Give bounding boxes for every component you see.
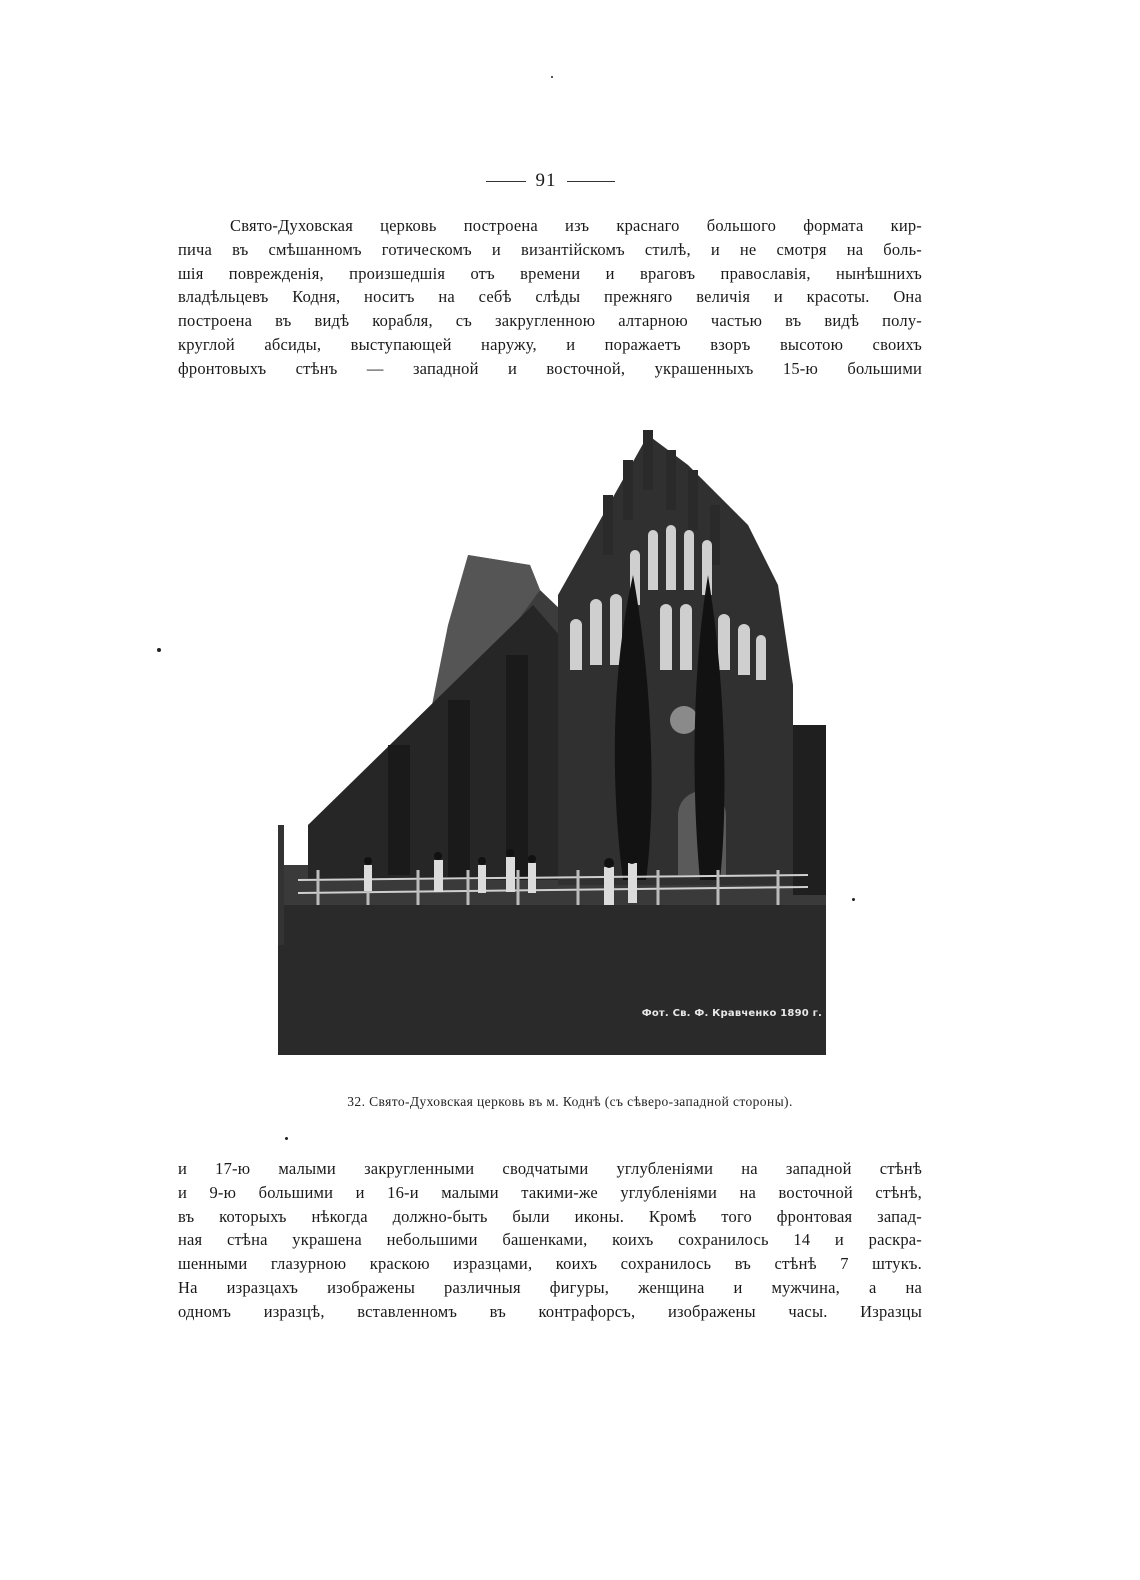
scan-speck (852, 898, 855, 901)
text-line: шія поврежденія, произшедшія отъ времени и враговъ православія, нынѣшнихъ (178, 263, 922, 283)
text-line: владѣльцевъ Кодня, носитъ на себѣ слѣды прежняго величія и красоты. Она (178, 287, 922, 307)
text-line: шенными глазурною краскою изразцами, коихъ сохранилось въ стѣнѣ 7 штукъ. (178, 1254, 922, 1274)
paragraph-top (178, 214, 922, 381)
page-number-dash-right (567, 181, 615, 182)
text-line: построена въ видѣ корабля, съ закругленною алтарною частью въ видѣ полу- (178, 311, 922, 331)
photo-credit: Фот. Св. Ф. Кравченко 1890 г. (641, 1008, 822, 1019)
text-line: пича въ смѣшанномъ готическомъ и византійскомъ стилѣ, и не смотря на боль- (178, 239, 922, 259)
text-line: круглой абсиды, выступающей наружу, и поражаетъ взоръ высотою своихъ (178, 334, 922, 354)
page-number (470, 170, 630, 192)
page-number-dash-left (486, 181, 526, 182)
church-photograph (278, 425, 826, 1055)
scan-speck (285, 1137, 288, 1140)
text-line: и 17-ю малыми закругленными сводчатыми углубленіями на западной стѣнѣ (178, 1159, 922, 1178)
text-line: фронтовыхъ стѣнъ — западной и восточной, украшенныхъ 15-ю большими (178, 358, 922, 378)
text-line: и 9-ю большими и 16-и малыми такими-же углубленіями на восточной стѣнѣ, (178, 1182, 922, 1202)
scan-speck (157, 648, 161, 652)
text-line: Свято-Духовская церковь построена изъ краснаго большого формата кир- (230, 216, 922, 235)
scan-speck (551, 76, 553, 78)
text-line: На изразцахъ изображены различныя фигуры, женщина и мужчина, а на (178, 1277, 922, 1297)
figure-caption: 32. Свято-Духовская церковь въ м. Коднѣ (съ сѣверо-западной стороны). (347, 1094, 793, 1109)
text-line: въ которыхъ нѣкогда должно-быть были иконы. Кромѣ того фронтовая запад- (178, 1206, 922, 1226)
page-number-text: 91 (535, 170, 557, 191)
paragraph-bottom (178, 1157, 922, 1324)
text-line: одномъ изразцѣ, вставленномъ въ контрафорсъ, изображены часы. Изразцы (178, 1301, 922, 1321)
text-line: ная стѣна украшена небольшими башенками, коихъ сохранилось 14 и раскра- (178, 1230, 922, 1250)
